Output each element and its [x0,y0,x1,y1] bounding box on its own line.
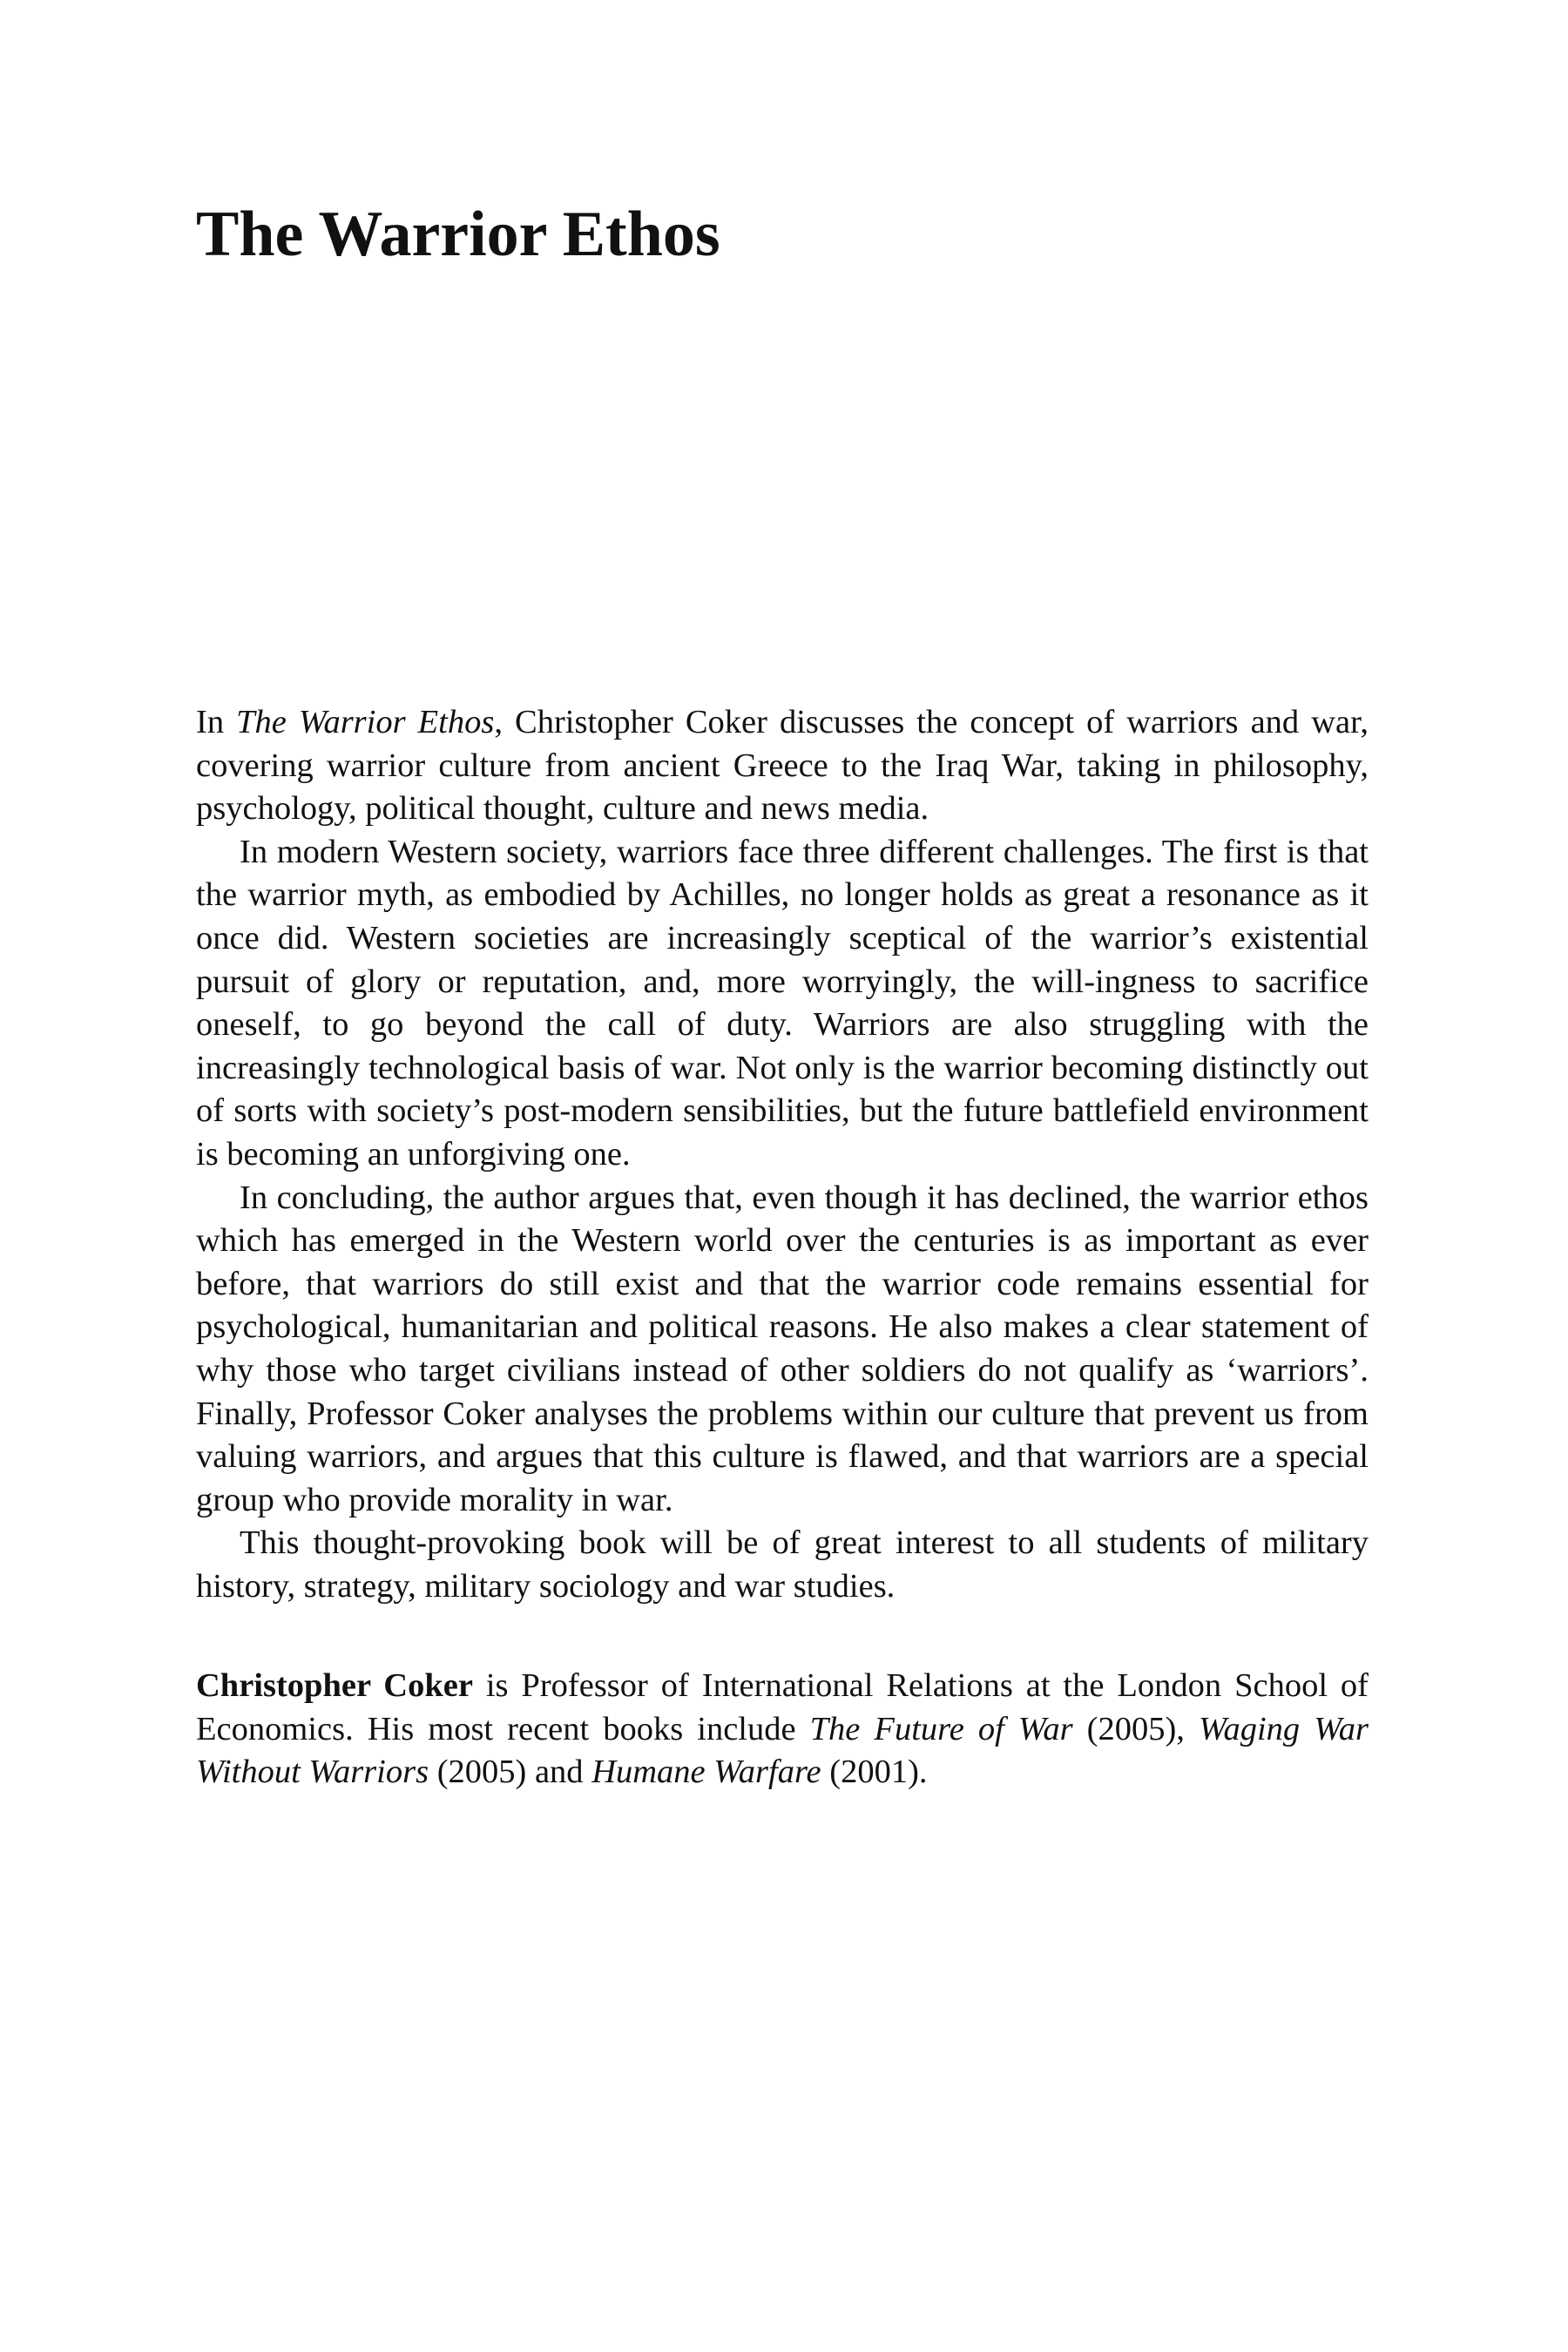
description-paragraph-4: This thought-provoking book will be of great interest to all students of military history, strategy, military sociology and war studies. [196,1524,1369,1605]
description-paragraph-3: In concluding, the author argues that, even though it has declined, the warrior ethos which has emerged in the Western world over the centuries is as important as ever before, that warriors do still exist and that the warrior code remains essential for psychological, humanitarian and political reasons. He also makes a clear statement of why those who target civilians instead of other soldiers do not qualify as ‘warriors’. Finally, Professor Coker analyses the problems within our culture that prevent us from valuing warriors, and argues that this culture is flawed, and that warriors are a special group who provide morality in war. [196,1179,1369,1518]
author-bio-paragraph [196,1665,1369,1794]
author-book-1: The Future of War [809,1710,1073,1747]
description-p1-lead: In [196,704,237,740]
author-bio [196,1665,1369,1794]
description-paragraph-1 [196,701,1369,831]
author-bio-text-4: (2001). [821,1754,928,1791]
page-title: The Warrior Ethos [196,199,720,270]
description-p1-rest: , Christopher Coker discusses the concept of warriors and war, covering warrior culture from ancient Greece to the Iraq War, taking in philosophy, psychology, political thought, culture and news media. [196,704,1369,828]
author-book-2: Waging War Without Warriors [196,1710,1369,1791]
author-bio-text-1: is Professor of International Relations at the London School of Economics. His most recent books include [196,1667,1369,1747]
book-description [196,701,1369,1608]
author-name: Christopher Coker [196,1667,473,1704]
author-book-3: Humane Warfare [591,1754,821,1791]
book-title-italic: The Warrior Ethos [236,704,495,740]
author-bio-text-3: (2005) and [429,1754,592,1791]
author-bio-text-2: (2005), [1072,1710,1199,1747]
description-paragraph-2: In modern Western society, warriors face three different challenges. The first is that the warrior myth, as embodied by Achilles, no longer holds as great a resonance as it once did. Western societies are increasingly sceptical of the warrior’s existential pursuit of glory or reputation, and, more worryingly, the will-ingness to sacrifice oneself, to go beyond the call of duty. Warriors are also struggling with the increasingly technological basis of war. Not only is the warrior becoming distinctly out of sorts with society’s post-modern sensibilities, but the future battlefield environment is becoming an unforgiving one. [196,833,1369,1173]
